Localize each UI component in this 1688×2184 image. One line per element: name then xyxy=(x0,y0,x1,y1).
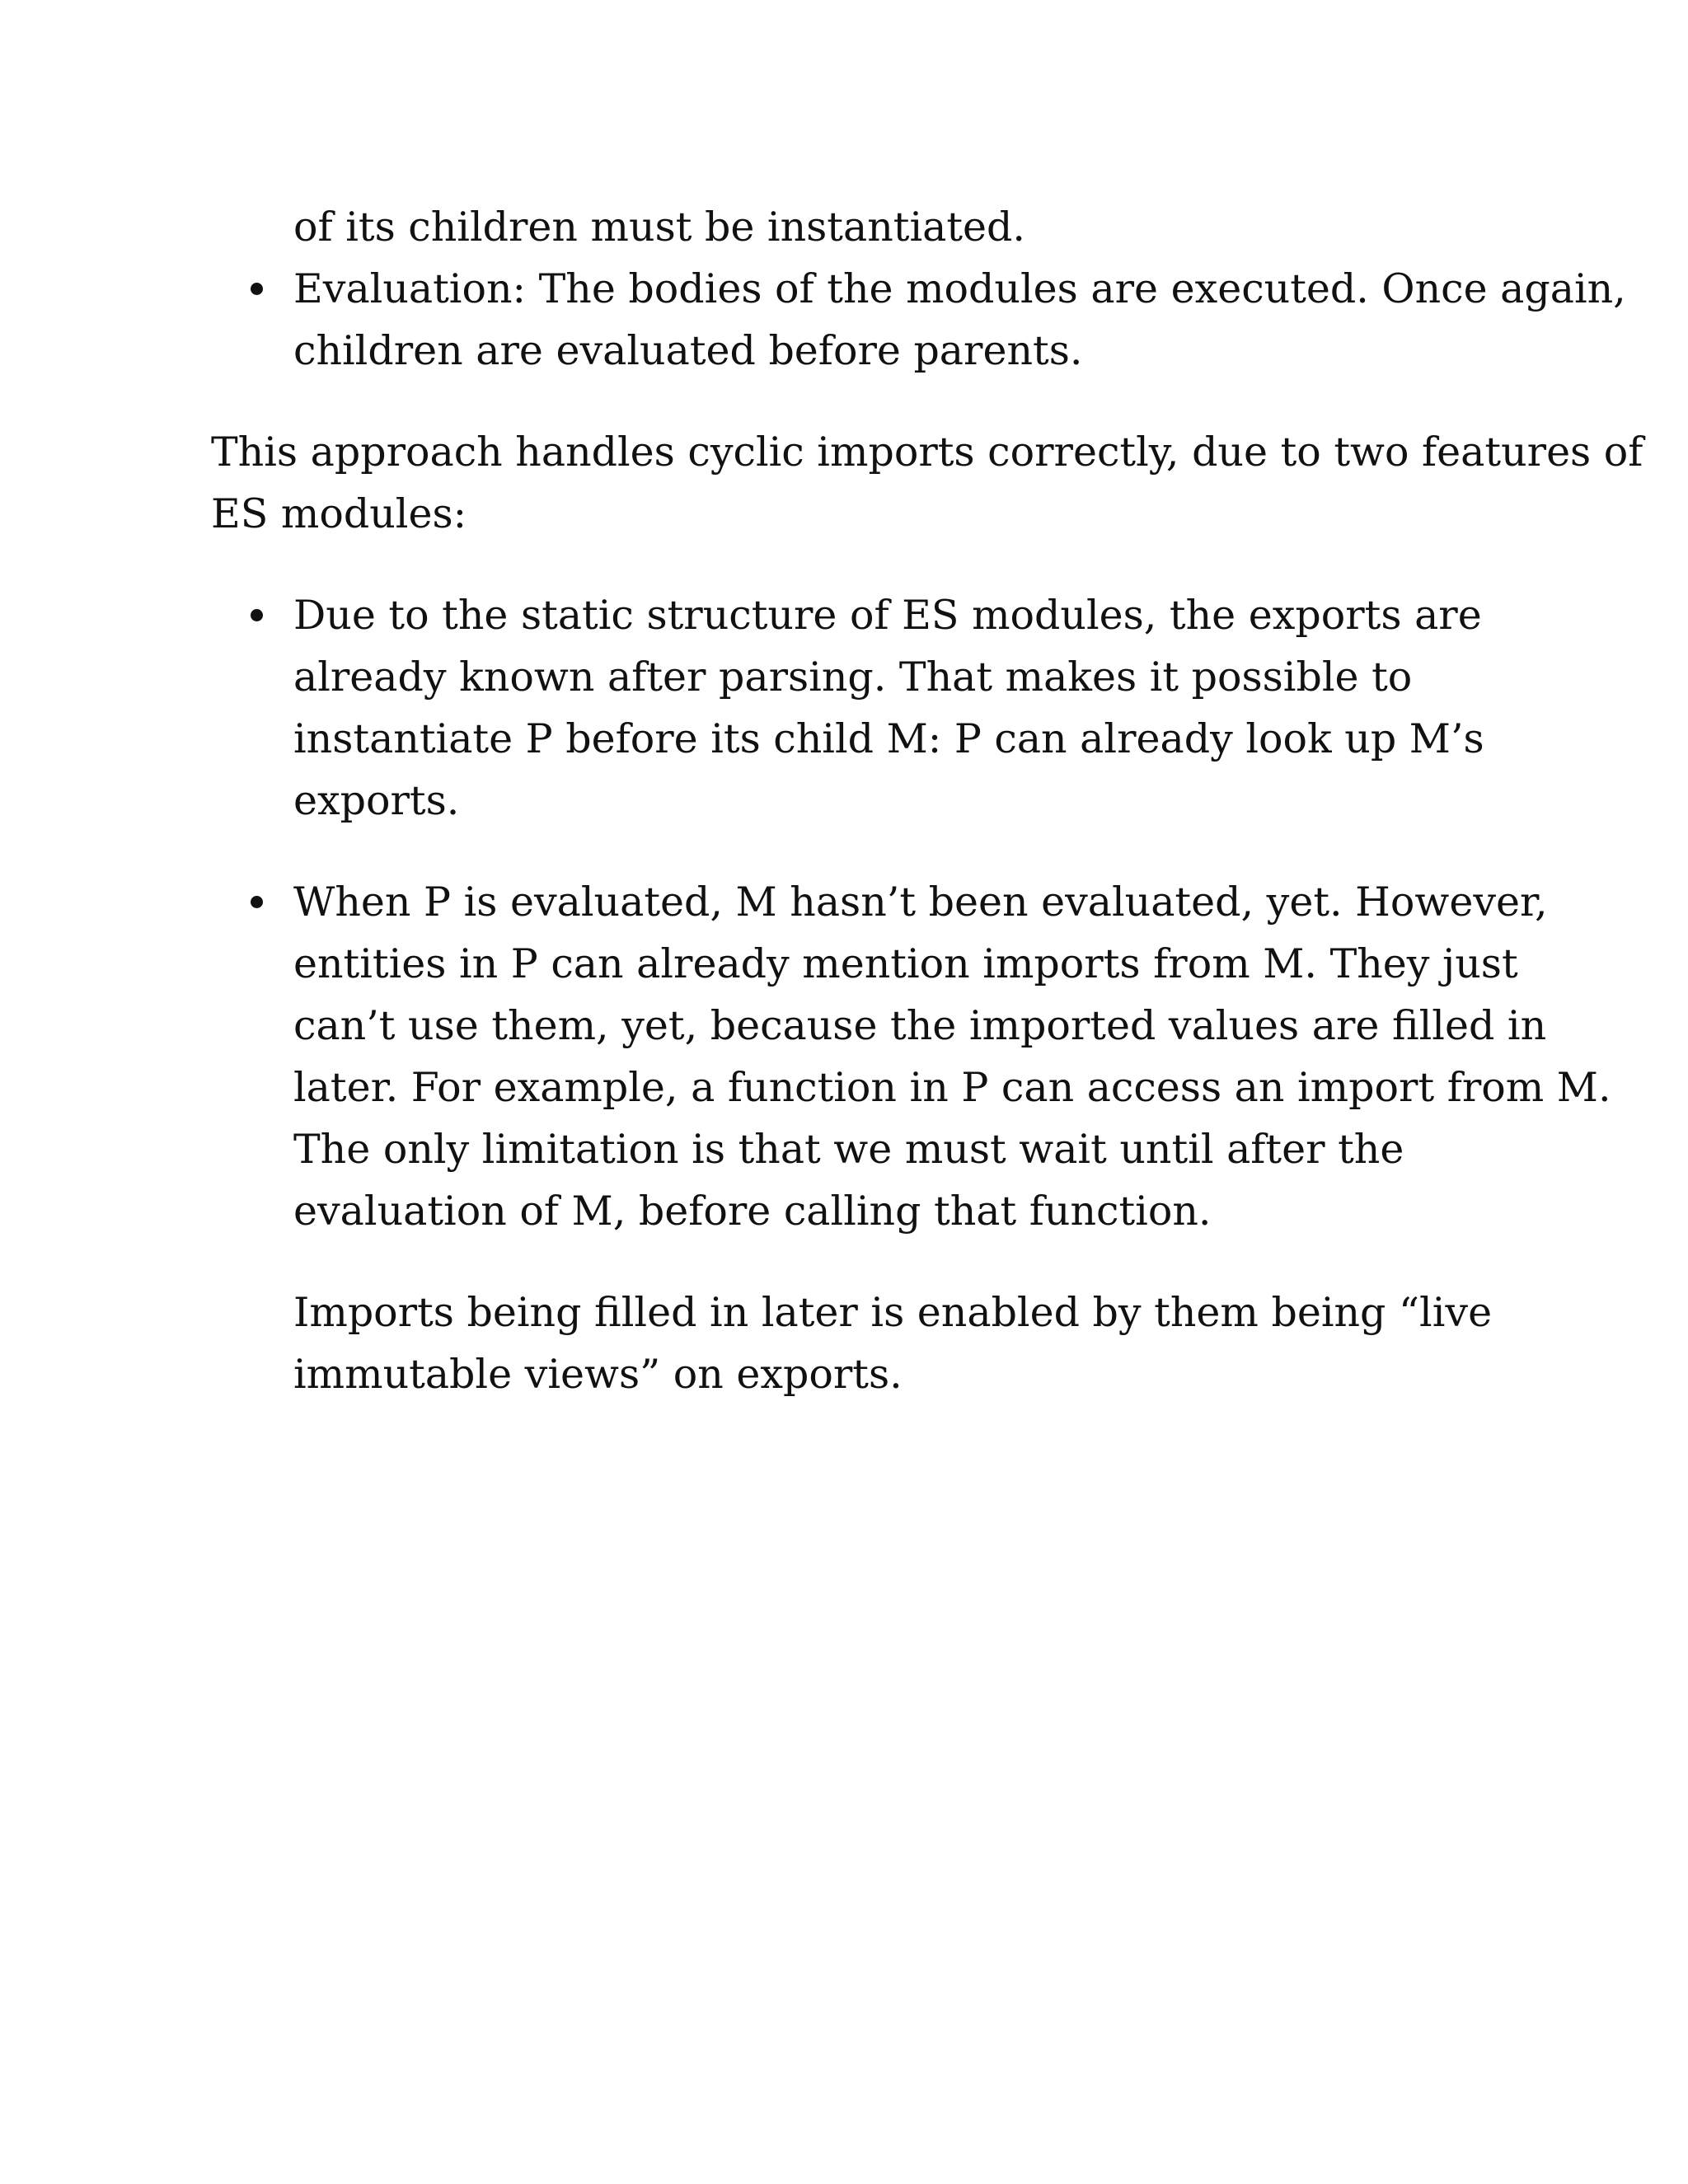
text-line: This approach handles cyclic imports correctly, due to two features of xyxy=(211,429,1643,476)
spacer xyxy=(211,545,1497,584)
text-line: Imports being filled in later is enabled by them being “live xyxy=(293,1289,1493,1336)
spacer xyxy=(211,382,1497,421)
spacer xyxy=(211,832,1497,871)
list-item-evaluation xyxy=(211,258,1626,382)
bullet-icon xyxy=(251,896,263,908)
text-line: exports. xyxy=(293,777,460,824)
intro-paragraph xyxy=(211,421,1643,545)
text-line: later. For example, a function in P can access an import from M. xyxy=(293,1064,1611,1111)
text-line: children are evaluated before parents. xyxy=(293,327,1083,374)
text-line: immutable views” on exports. xyxy=(293,1351,903,1398)
document-content xyxy=(211,196,1643,1405)
text-line: The only limitation is that we must wait until after the xyxy=(293,1126,1404,1173)
bullet-icon xyxy=(251,609,263,621)
text-line: already known after parsing. That makes it possible to xyxy=(293,654,1413,701)
bullet-icon xyxy=(251,283,263,295)
text-line: Evaluation: The bodies of the modules are executed. Once again, xyxy=(293,265,1626,312)
text-line: Due to the static structure of ES modules, the exports are xyxy=(293,592,1482,639)
list-item-evaluation-order xyxy=(211,871,1611,1405)
list-item-static-structure xyxy=(211,584,1497,832)
text-line: evaluation of M, before calling that function. xyxy=(293,1188,1212,1235)
text-line: of its children must be instantiated. xyxy=(293,204,1025,251)
text-line: When P is evaluated, M hasn’t been evaluated, yet. However, xyxy=(293,879,1548,926)
text-line: ES modules: xyxy=(211,490,467,537)
spacer xyxy=(293,1242,1497,1282)
text-line: instantiate P before its child M: P can already look up M’s xyxy=(293,715,1484,762)
text-line: entities in P can already mention imports from M. They just xyxy=(293,940,1518,987)
continued-list-item xyxy=(211,196,1497,258)
text-line: can’t use them, yet, because the imported values are filled in xyxy=(293,1002,1547,1049)
